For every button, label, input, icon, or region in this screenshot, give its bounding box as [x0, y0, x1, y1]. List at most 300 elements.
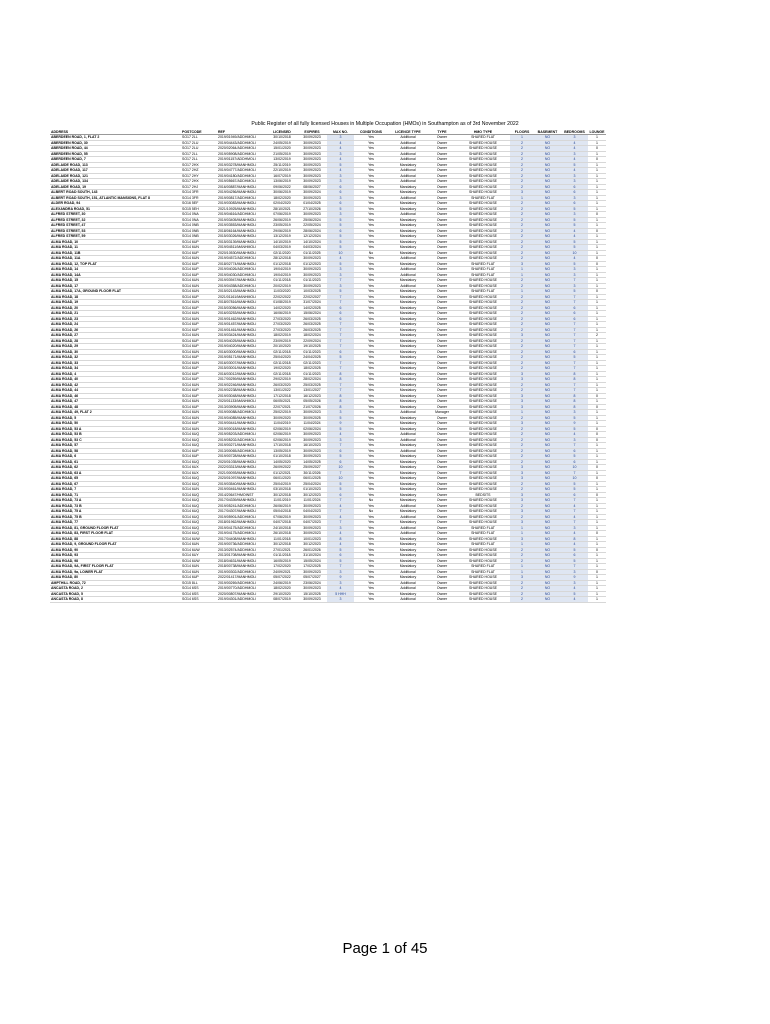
- cell-bedrooms: 6: [561, 492, 588, 498]
- cell-bedrooms: 7: [561, 366, 588, 372]
- cell-floors: 2: [510, 278, 534, 284]
- cell-licensed: 30/10/2018: [267, 135, 297, 141]
- cell-hmo-type: SHARED HOUSE: [456, 201, 510, 207]
- cell-ref: 2020/01035/MANHMOLI: [217, 459, 267, 465]
- cell-hmo-type: SHARED HOUSE: [456, 437, 510, 443]
- cell-hmo-type: SHARED HOUSE: [456, 234, 510, 240]
- cell-type: Owner: [428, 245, 456, 251]
- cell-type: Owner: [428, 267, 456, 273]
- cell-lounge: 1: [588, 371, 606, 377]
- cell-ref: 2019/03048/MANHMOLI: [217, 393, 267, 399]
- cell-lounge: 1: [588, 399, 606, 405]
- cell-address: ALMA ROAD, 27: [50, 333, 181, 339]
- cell-hmo-type: SHARED HOUSE: [456, 278, 510, 284]
- cell-lounge: 1: [588, 509, 606, 515]
- cell-floors: 3: [510, 465, 534, 471]
- cell-expires: 30/09/2023: [297, 195, 327, 201]
- cell-type: Owner: [428, 432, 456, 438]
- cell-maxno: 7: [327, 520, 354, 526]
- cell-address: ALFRED STREET, 53: [50, 228, 181, 234]
- cell-address: ALMA ROAD, 9A, FIRST FLOOR FLAT: [50, 564, 181, 570]
- cell-basement: NO: [534, 289, 561, 295]
- cell-licensed: 13/06/2019: [267, 179, 297, 185]
- cell-licensed: 11/01/2019: [267, 498, 297, 504]
- cell-expires: 01/11/2023: [297, 278, 327, 284]
- cell-lounge: 1: [588, 250, 606, 256]
- cell-conditions: Yes: [354, 404, 388, 410]
- cell-type: Owner: [428, 311, 456, 317]
- cell-bedrooms: 8: [561, 404, 588, 410]
- cell-postcode: SO14 6UN: [181, 426, 217, 432]
- cell-bedrooms: 4: [561, 597, 588, 603]
- cell-address: ABERDEEN ROAD, 7: [50, 157, 181, 163]
- cell-expires: 05/05/2026: [297, 399, 327, 405]
- cell-type: Owner: [428, 465, 456, 471]
- cell-bedrooms: 3: [561, 410, 588, 416]
- cell-conditions: Yes: [354, 256, 388, 262]
- cell-floors: 2: [510, 223, 534, 229]
- cell-expires: 30/09/2023: [297, 179, 327, 185]
- cell-basement: NO: [534, 190, 561, 196]
- cell-maxno: 9: [327, 575, 354, 581]
- cell-ref: 2018/02774/MANHMOLI: [217, 261, 267, 267]
- cell-type: Owner: [428, 520, 456, 526]
- cell-licence-type: Mandatory: [388, 250, 428, 256]
- cell-licensed: 02/04/2020: [267, 201, 297, 207]
- cell-licensed: 17/12/2018: [267, 393, 297, 399]
- cell-licence-type: Mandatory: [388, 558, 428, 564]
- cell-postcode: SO14 0NA: [181, 217, 217, 223]
- cell-ref: 2019/04572/ADDHMOLI: [217, 256, 267, 262]
- cell-basement: NO: [534, 272, 561, 278]
- cell-bedrooms: 7: [561, 344, 588, 350]
- cell-expires: 30/09/2023: [297, 168, 327, 174]
- cell-type: Owner: [428, 168, 456, 174]
- cell-address: ALMA ROAD, 61: [50, 459, 181, 465]
- cell-conditions: Yes: [354, 234, 388, 240]
- cell-lounge: 1: [588, 382, 606, 388]
- cell-lounge: 0: [588, 531, 606, 537]
- cell-ref: 2015/03026/MANHMOLI: [217, 234, 267, 240]
- cell-ref: 2021/01161/MANHMOLI: [217, 294, 267, 300]
- cell-type: Owner: [428, 371, 456, 377]
- cell-type: Owner: [428, 228, 456, 234]
- cell-postcode: SO14 6UN: [181, 564, 217, 570]
- cell-licence-type: Mandatory: [388, 300, 428, 306]
- cell-floors: 3: [510, 399, 534, 405]
- cell-conditions: Yes: [354, 278, 388, 284]
- cell-ref: 2020/10530/MANHMOLI: [217, 250, 267, 256]
- cell-licensed: 01/10/2018: [267, 454, 297, 460]
- cell-lounge: 1: [588, 580, 606, 586]
- cell-conditions: Yes: [354, 421, 388, 427]
- cell-type: Owner: [428, 305, 456, 311]
- cell-address: ALMA ROAD, 75 A: [50, 509, 181, 515]
- cell-type: Owner: [428, 399, 456, 405]
- cell-bedrooms: 7: [561, 509, 588, 515]
- cell-lounge: 1: [588, 597, 606, 603]
- cell-licence-type: Mandatory: [388, 470, 428, 476]
- cell-type: Owner: [428, 382, 456, 388]
- cell-postcode: SO14 6UN: [181, 415, 217, 421]
- cell-licensed: 11/04/2019: [267, 421, 297, 427]
- cell-licensed: 21/05/2019: [267, 151, 297, 157]
- cell-expires: 30/09/2023: [297, 597, 327, 603]
- cell-postcode: SO14 6UP: [181, 377, 217, 383]
- cell-ref: 2019/04175/ADDHMOLI: [217, 525, 267, 531]
- cell-address: ALMA ROAD, 93: [50, 553, 181, 559]
- cell-basement: NO: [534, 536, 561, 542]
- cell-conditions: Yes: [354, 162, 388, 168]
- cell-postcode: SO14 6UP: [181, 272, 217, 278]
- cell-bedrooms: 3: [561, 580, 588, 586]
- cell-conditions: Yes: [354, 476, 388, 482]
- cell-type: Owner: [428, 151, 456, 157]
- cell-type: Owner: [428, 586, 456, 592]
- cell-licence-type: Additional: [388, 410, 428, 416]
- cell-ref: 2019/04511/MANHMOLI: [217, 245, 267, 251]
- cell-maxno: 3: [327, 597, 354, 603]
- cell-expires: 30/09/2023: [297, 525, 327, 531]
- cell-basement: NO: [534, 322, 561, 328]
- cell-type: Owner: [428, 349, 456, 355]
- cell-type: Owner: [428, 322, 456, 328]
- cell-address: ALFRED STREET, 59: [50, 234, 181, 240]
- cell-hmo-type: SHARED FLAT: [456, 525, 510, 531]
- cell-postcode: SO14 6UY: [181, 553, 217, 559]
- cell-lounge: 1: [588, 366, 606, 372]
- cell-floors: 1: [510, 569, 534, 575]
- column-header-hmo-type: HMO TYPE: [456, 130, 510, 135]
- cell-hmo-type: SHARED HOUSE: [456, 333, 510, 339]
- cell-hmo-type: SHARED HOUSE: [456, 217, 510, 223]
- cell-basement: NO: [534, 179, 561, 185]
- cell-address: ABERDEEN ROAD, 1, FLAT 2: [50, 135, 181, 141]
- cell-expires: 30/09/2023: [297, 272, 327, 278]
- cell-expires: 01/11/2025: [297, 250, 327, 256]
- cell-maxno: 8: [327, 404, 354, 410]
- column-header-bedrooms: BEDROOMS: [561, 130, 588, 135]
- cell-ref: 2018/07816/MANHMOLI: [217, 300, 267, 306]
- cell-licensed: 02/11/2018: [267, 360, 297, 366]
- cell-type: Owner: [428, 195, 456, 201]
- cell-lounge: 1: [588, 278, 606, 284]
- cell-hmo-type: SHARED HOUSE: [456, 432, 510, 438]
- cell-postcode: SO14 6UQ: [181, 443, 217, 449]
- cell-address: ALMA ROAD, 80: [50, 575, 181, 581]
- cell-licence-type: Mandatory: [388, 311, 428, 317]
- cell-expires: 01/10/2023: [297, 487, 327, 493]
- cell-expires: 21/07/2026: [297, 404, 327, 410]
- cell-expires: 18/02/2025: [297, 366, 327, 372]
- cell-licensed: 07/06/2019: [267, 212, 297, 218]
- cell-type: Owner: [428, 261, 456, 267]
- cell-licence-type: Mandatory: [388, 382, 428, 388]
- cell-hmo-type: SHARED HOUSE: [456, 404, 510, 410]
- cell-maxno: 7: [327, 338, 354, 344]
- cell-floors: 1: [510, 267, 534, 273]
- cell-maxno: 4: [327, 586, 354, 592]
- cell-maxno: 8: [327, 371, 354, 377]
- cell-maxno: 10: [327, 465, 354, 471]
- cell-postcode: SO14 6UP: [181, 250, 217, 256]
- cell-conditions: Yes: [354, 168, 388, 174]
- cell-basement: NO: [534, 338, 561, 344]
- cell-expires: 28/06/2024: [297, 228, 327, 234]
- cell-ref: 2016/03000/MANHMOLI: [217, 349, 267, 355]
- cell-conditions: Yes: [354, 184, 388, 190]
- cell-licensed: 18/02/2019: [267, 333, 297, 339]
- cell-floors: 3: [510, 498, 534, 504]
- cell-expires: 16/10/2023: [297, 443, 327, 449]
- cell-lounge: 1: [588, 553, 606, 559]
- cell-basement: NO: [534, 542, 561, 548]
- cell-hmo-type: SHARED HOUSE: [456, 503, 510, 509]
- cell-basement: NO: [534, 415, 561, 421]
- cell-licence-type: Mandatory: [388, 217, 428, 223]
- cell-type: Owner: [428, 564, 456, 570]
- cell-postcode: SO14 6UP: [181, 393, 217, 399]
- cell-basement: NO: [534, 349, 561, 355]
- cell-address: ALMA ROAD, 32: [50, 355, 181, 361]
- cell-floors: 2: [510, 234, 534, 240]
- cell-bedrooms: 9: [561, 421, 588, 427]
- cell-postcode: SO14 6UP: [181, 322, 217, 328]
- cell-type: Owner: [428, 272, 456, 278]
- cell-conditions: Yes: [354, 525, 388, 531]
- cell-hmo-type: SHARED HOUSE: [456, 547, 510, 553]
- cell-licence-type: Additional: [388, 151, 428, 157]
- cell-ref: 2019/04175/ADDHMOLI: [217, 531, 267, 537]
- cell-expires: 30/09/2023: [297, 432, 327, 438]
- cell-maxno: 3: [327, 283, 354, 289]
- cell-conditions: Yes: [354, 212, 388, 218]
- cell-floors: 1: [510, 195, 534, 201]
- cell-bedrooms: 6: [561, 311, 588, 317]
- cell-maxno: 4: [327, 514, 354, 520]
- cell-conditions: Yes: [354, 294, 388, 300]
- cell-floors: 2: [510, 586, 534, 592]
- cell-lounge: 1: [588, 454, 606, 460]
- cell-expires: 30/09/2023: [297, 146, 327, 152]
- document-title: Public Register of all fully licensed Houses in Multiple Occupation (HMOs) in Southampton as of 3rd November 2022: [251, 121, 519, 127]
- cell-ref: 2019/05203/ADDHMOLI: [217, 432, 267, 438]
- cell-expires: 02/11/2023: [297, 360, 327, 366]
- cell-basement: NO: [534, 173, 561, 179]
- cell-ref: 2019/02246/MANHMOLI: [217, 382, 267, 388]
- cell-ref: 2018/04631/MANHMOLI: [217, 558, 267, 564]
- cell-ref: 2020/01097/MANHMOLI: [217, 476, 267, 482]
- cell-ref: 2019/05908/ADDHMOLI: [217, 151, 267, 157]
- cell-postcode: SO14 6SS: [181, 591, 217, 597]
- cell-licensed: 16/05/2019: [267, 558, 297, 564]
- cell-licence-type: Mandatory: [388, 190, 428, 196]
- cell-basement: NO: [534, 135, 561, 141]
- cell-lounge: 1: [588, 410, 606, 416]
- cell-maxno: 7: [327, 443, 354, 449]
- cell-lounge: 1: [588, 421, 606, 427]
- cell-ref: 2020/00807/MANHMOLI: [217, 591, 267, 597]
- cell-type: Owner: [428, 223, 456, 229]
- cell-floors: 2: [510, 140, 534, 146]
- cell-maxno: 6: [327, 311, 354, 317]
- cell-bedrooms: 5: [561, 547, 588, 553]
- cell-address: ALMA ROAD, 90: [50, 547, 181, 553]
- cell-expires: 19/10/2025: [297, 344, 327, 350]
- cell-ref: 2019/04358/ADDHMOLI: [217, 283, 267, 289]
- cell-ref: 2015/03001/MANHMOLI: [217, 366, 267, 372]
- cell-floors: 3: [510, 492, 534, 498]
- cell-lounge: 1: [588, 481, 606, 487]
- cell-postcode: SO14 6UQ: [181, 525, 217, 531]
- cell-floors: 2: [510, 217, 534, 223]
- cell-postcode: SO14 6UP: [181, 239, 217, 245]
- cell-ref: 2022/01417/MANHMOLI: [217, 575, 267, 581]
- cell-postcode: SO14 3FR: [181, 195, 217, 201]
- cell-expires: 10/01/2023: [297, 536, 327, 542]
- cell-conditions: Yes: [354, 575, 388, 581]
- cell-ref: 2015/02143/MANHMOLI: [217, 289, 267, 295]
- cell-lounge: 1: [588, 470, 606, 476]
- cell-hmo-type: SHARED HOUSE: [456, 597, 510, 603]
- cell-conditions: Yes: [354, 360, 388, 366]
- cell-address: ALMA ROAD, 63 A: [50, 470, 181, 476]
- cell-type: Owner: [428, 388, 456, 394]
- cell-expires: 15/05/2024: [297, 558, 327, 564]
- cell-postcode: SO14 6UP: [181, 404, 217, 410]
- cell-floors: 2: [510, 212, 534, 218]
- cell-floors: 2: [510, 162, 534, 168]
- cell-bedrooms: 3: [561, 151, 588, 157]
- cell-bedrooms: 6: [561, 553, 588, 559]
- cell-maxno: 3: [327, 437, 354, 443]
- cell-licence-type: Mandatory: [388, 278, 428, 284]
- cell-ref: 2019/05202/ADDHMOLI: [217, 437, 267, 443]
- cell-licensed: 25/04/2019: [267, 481, 297, 487]
- cell-conditions: Yes: [354, 140, 388, 146]
- cell-bedrooms: 5: [561, 355, 588, 361]
- cell-address: ALMA ROAD, 34: [50, 366, 181, 372]
- cell-expires: 30/09/2023: [297, 410, 327, 416]
- cell-maxno: 5: [327, 454, 354, 460]
- cell-basement: NO: [534, 547, 561, 553]
- cell-conditions: Yes: [354, 388, 388, 394]
- cell-maxno: 5: [327, 206, 354, 212]
- cell-conditions: Yes: [354, 157, 388, 163]
- cell-conditions: Yes: [354, 432, 388, 438]
- cell-maxno: 5: [327, 355, 354, 361]
- cell-licence-type: Additional: [388, 580, 428, 586]
- cell-bedrooms: 6: [561, 190, 588, 196]
- cell-type: Owner: [428, 146, 456, 152]
- cell-address: ALMA ROAD, 17A, GROUND FLOOR FLAT: [50, 289, 181, 295]
- cell-conditions: Yes: [354, 338, 388, 344]
- cell-conditions: Yes: [354, 135, 388, 141]
- cell-maxno: 3: [327, 272, 354, 278]
- cell-type: Owner: [428, 503, 456, 509]
- cell-address: ADELAIDE ROAD, 113: [50, 162, 181, 168]
- cell-address: ABERDEEN ROAD, 55: [50, 151, 181, 157]
- cell-floors: 2: [510, 355, 534, 361]
- cell-floors: 2: [510, 558, 534, 564]
- cell-expires: 30/09/2023: [297, 140, 327, 146]
- cell-hmo-type: SHARED HOUSE: [456, 212, 510, 218]
- cell-licence-type: Mandatory: [388, 520, 428, 526]
- cell-licence-type: Mandatory: [388, 487, 428, 493]
- cell-lounge: 1: [588, 514, 606, 520]
- cell-type: Owner: [428, 338, 456, 344]
- cell-type: Owner: [428, 316, 456, 322]
- cell-hmo-type: SHARED HOUSE: [456, 388, 510, 394]
- cell-type: Owner: [428, 459, 456, 465]
- cell-maxno: 4: [327, 168, 354, 174]
- cell-hmo-type: SHARED HOUSE: [456, 316, 510, 322]
- cell-expires: 10/03/2025: [297, 289, 327, 295]
- cell-maxno: 7: [327, 278, 354, 284]
- cell-lounge: 1: [588, 294, 606, 300]
- cell-postcode: SO14 0NB: [181, 234, 217, 240]
- cell-maxno: 4: [327, 531, 354, 537]
- cell-ref: 2019/04030/ADDHMOLI: [217, 272, 267, 278]
- cell-expires: 30/12/2023: [297, 542, 327, 548]
- cell-postcode: SO14 6UP: [181, 338, 217, 344]
- cell-expires: 30/09/2023: [297, 135, 327, 141]
- cell-conditions: Yes: [354, 399, 388, 405]
- cell-licence-type: Mandatory: [388, 371, 428, 377]
- cell-conditions: Yes: [354, 542, 388, 548]
- cell-basement: NO: [534, 498, 561, 504]
- cell-licence-type: Mandatory: [388, 316, 428, 322]
- cell-ref: 2019/00736/ADDHMOLI: [217, 542, 267, 548]
- cell-floors: 2: [510, 338, 534, 344]
- cell-postcode: SO14 6UN: [181, 333, 217, 339]
- cell-floors: 3: [510, 371, 534, 377]
- cell-type: Owner: [428, 492, 456, 498]
- cell-conditions: Yes: [354, 393, 388, 399]
- cell-basement: NO: [534, 437, 561, 443]
- cell-floors: 2: [510, 415, 534, 421]
- cell-licensed: 27/03/2020: [267, 322, 297, 328]
- cell-hmo-type: SHARED HOUSE: [456, 459, 510, 465]
- cell-address: ALMA ROAD, 44: [50, 388, 181, 394]
- cell-licence-type: Mandatory: [388, 344, 428, 350]
- cell-address: ADELAIDE ROAD, 121: [50, 173, 181, 179]
- cell-basement: NO: [534, 234, 561, 240]
- cell-type: Owner: [428, 173, 456, 179]
- cell-bedrooms: 4: [561, 542, 588, 548]
- cell-ref: 2017/04408/MANHMOLI: [217, 536, 267, 542]
- cell-postcode: SO17 2LL: [181, 135, 217, 141]
- cell-lounge: 1: [588, 503, 606, 509]
- cell-hmo-type: SHARED HOUSE: [456, 421, 510, 427]
- cell-licence-type: Mandatory: [388, 327, 428, 333]
- cell-licensed: 09/06/2022: [267, 184, 297, 190]
- cell-floors: 2: [510, 316, 534, 322]
- cell-basement: NO: [534, 586, 561, 592]
- cell-bedrooms: 6: [561, 349, 588, 355]
- cell-basement: NO: [534, 459, 561, 465]
- cell-expires: 30/09/2023: [297, 586, 327, 592]
- cell-type: Owner: [428, 234, 456, 240]
- cell-hmo-type: SHARED HOUSE: [456, 454, 510, 460]
- cell-conditions: Yes: [354, 179, 388, 185]
- cell-bedrooms: 5: [561, 591, 588, 597]
- cell-licensed: 30/12/2018: [267, 492, 297, 498]
- cell-maxno: 4: [327, 432, 354, 438]
- cell-address: ALFRED STREET, 47: [50, 223, 181, 229]
- cell-bedrooms: 3: [561, 173, 588, 179]
- cell-licensed: 24/09/2021: [267, 569, 297, 575]
